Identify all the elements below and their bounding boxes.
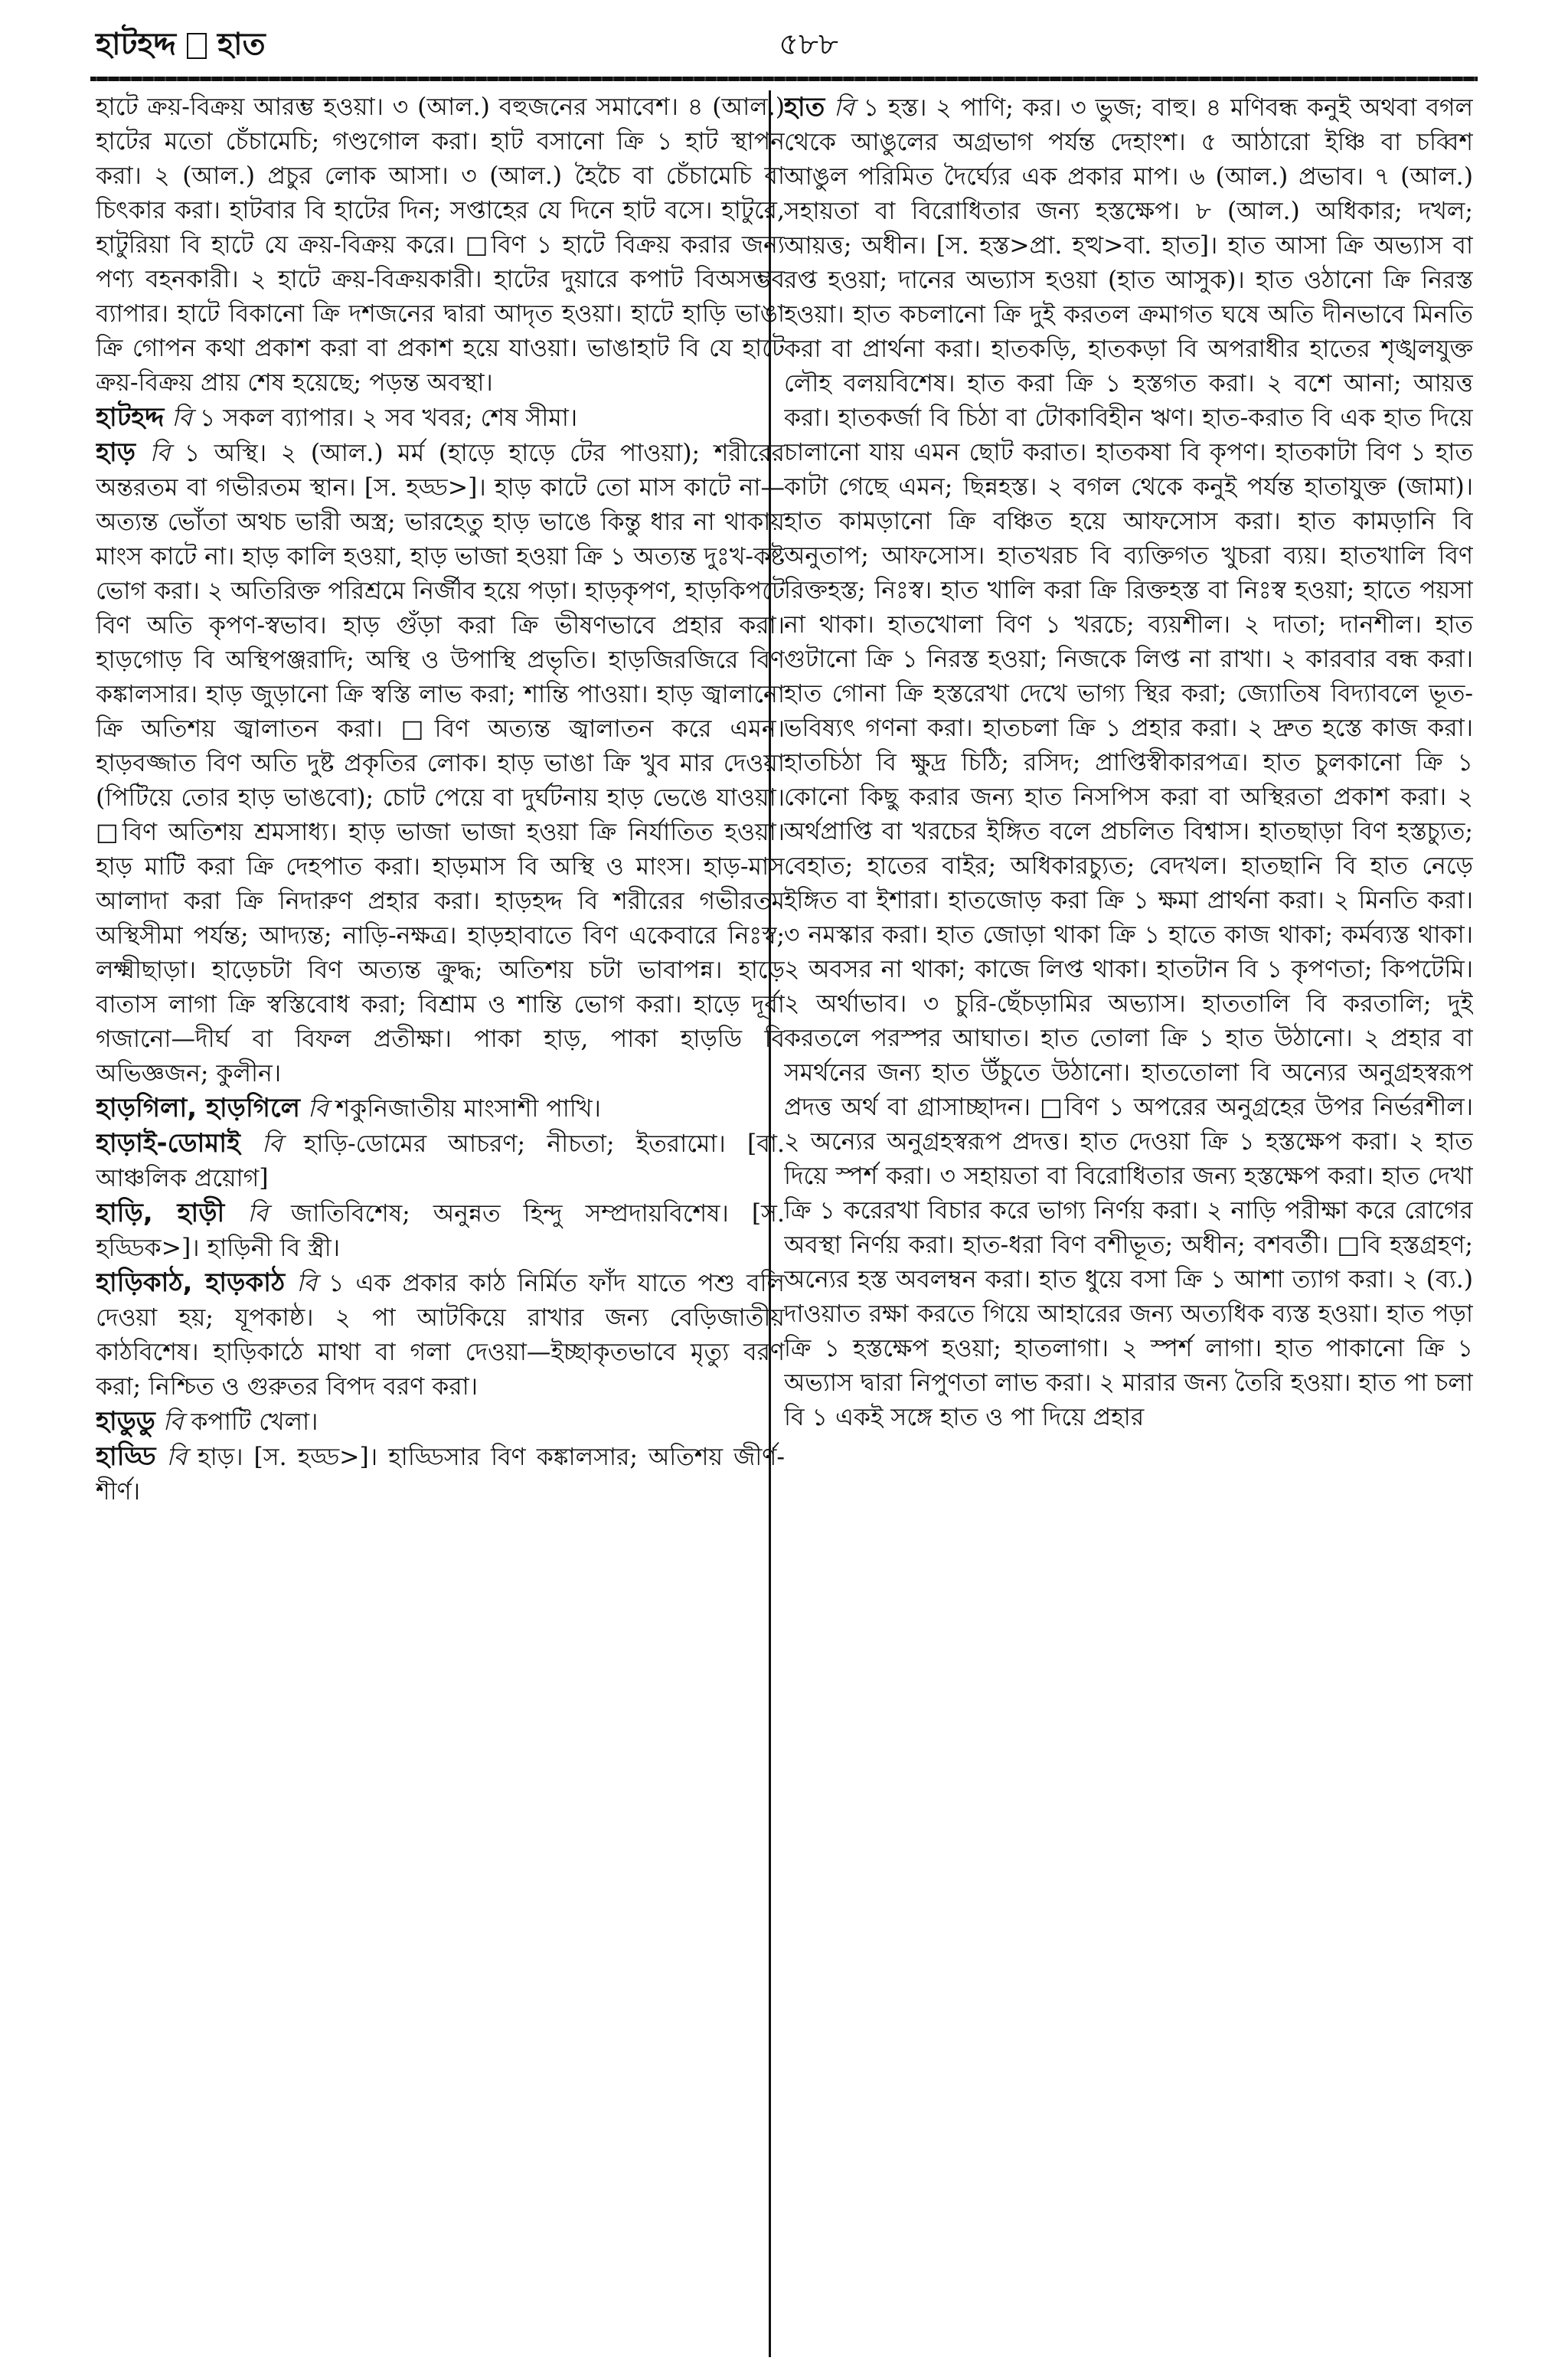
dictionary-entry (96, 436, 785, 1091)
dictionary-entry (784, 90, 1473, 1435)
entry-headword: হাটহদ্দ (96, 402, 165, 433)
entry-headword: হাড় (96, 437, 136, 468)
page-number: ৫৮৮ (779, 27, 838, 62)
entry-definition: কপাটি খেলা। (191, 1408, 318, 1436)
guide-word-first: হাটহদ্দ (96, 27, 177, 62)
dictionary-entry (96, 1127, 785, 1196)
entry-pos: বি (247, 1200, 268, 1228)
guide-words (96, 20, 266, 71)
dictionary-entry (96, 1440, 785, 1509)
guide-word-last: হাত (217, 27, 266, 62)
entry-definition: শকুনিজাতীয় মাংসাশী পাখি। (335, 1095, 601, 1123)
entry-definition: হাটে ক্রয়-বিক্রয় আরম্ভ হওয়া। ৩ (আল.) বহুজনের সমাবেশ। ৪ (আল.) হাটের মতো চেঁচামেচি; গণ্ডগোল করা। হাট বসানো ক্রি ১ হাট স্থাপন করা। ২ (আল.) প্রচুর লোক আসা। ৩ (আল.) হৈচৈ বা চেঁচামেচি বা চিৎকার করা। হাটবার বি হাটের দিন; সপ্তাহের যে দিনে হাট বসে। হাটুরে, হাটুরিয়া বি হাটে যে ক্রয়-বিক্রয় করে। □বিণ ১ হাটে বিক্রয় করার জন্য পণ্য বহনকারী। ২ হাটে ক্রয়-বিক্রয়কারী। হাটের দুয়ারে কপাট বিঅসম্ভব ব্যাপার। হাটে বিকানো ক্রি দশজনের দ্বারা আদৃত হওয়া। হাটে হাড়ি ভাঙা ক্রি গোপন কথা প্রকাশ করা বা প্রকাশ হয়ে যাওয়া। ভাঙাহাট বি যে হাটে ক্রয়-বিক্রয় প্রায় শেষ হয়েছে; পড়ন্ত অবস্থা। (96, 93, 785, 397)
dictionary-entry (96, 1404, 785, 1440)
entry-definition: হাড়ি-ডোমের আচরণ; নীচতা; ইতরামো। [বা. আঞ্চলিক প্রয়োগ] (96, 1130, 785, 1192)
left-column (96, 90, 785, 2357)
right-column (784, 90, 1473, 2357)
dictionary-entry (96, 90, 785, 401)
entry-headword: হাড়িকাঠ, হাড়কাঠ (96, 1267, 286, 1298)
entry-pos: বি (172, 404, 192, 432)
dictionary-entry (96, 401, 785, 436)
entry-definition: ১ এক প্রকার কাঠ নির্মিত ফাঁদ যাতে পশু বলি দেওয়া হয়; যূপকাষ্ঠ। ২ পা আটকিয়ে রাখার জন্য বেড়িজাতীয় কাঠবিশেষ। হাড়িকাঠে মাথা বা গলা দেওয়া—ইচ্ছাকৃতভাবে মৃত্যু বরণ করা; নিশ্চিত ও গুরুতর বিপদ বরণ করা। (96, 1270, 785, 1401)
entry-pos: বি (162, 1408, 184, 1436)
entry-pos: বি (296, 1270, 317, 1297)
page-header (0, 0, 1568, 84)
entry-headword: হাত (784, 92, 825, 123)
entry-headword: হাড়াই-ডোমাই (96, 1128, 240, 1159)
entry-definition: ১ অস্থি। ২ (আল.) মর্ম (হাড়ে হাড়ে টের পাওয়া); শরীরের অন্তরতম বা গভীরতম স্থান। [স. হড্ড>]। হাড় কাটে তো মাস কাটে না—অত্যন্ত ভোঁতা অথচ ভারী অস্ত্র; ভারহেতু হাড় ভাঙে কিন্তু ধার না থাকায় মাংস কাটে না। হাড় কালি হওয়া, হাড় ভাজা হওয়া ক্রি ১ অত্যন্ত দুঃখ-কষ্ট ভোগ করা। ২ অতিরিক্ত পরিশ্রমে নির্জীব হয়ে পড়া। হাড়কৃপণ, হাড়কিপটে বিণ অতি কৃপণ-স্বভাব। হাড় গুঁড়া করা ক্রি ভীষণভাবে প্রহার করা। হাড়গোড় বি অস্থিপঞ্জরাদি; অস্থি ও উপাস্থি প্রভৃতি। হাড়জিরজিরে বিণ কঙ্কালসার। হাড় জুড়ানো ক্রি স্বস্তি লাভ করা; শান্তি পাওয়া। হাড় জ্বালানো ক্রি অতিশয় জ্বালাতন করা। □বিণ অত্যন্ত জ্বালাতন করে এমন। হাড়বজ্জাত বিণ অতি দুষ্ট প্রকৃতির লোক। হাড় ভাঙা ক্রি খুব মার দেওয়া (পিটিয়ে তোর হাড় ভাঙবো); চোট পেয়ে বা দুর্ঘটনায় হাড় ভেঙে যাওয়া। □বিণ অতিশয় শ্রমসাধ্য। হাড় ভাজা ভাজা হওয়া ক্রি নির্যাতিত হওয়া। হাড় মাটি করা ক্রি দেহপাত করা। হাড়মাস বি অস্থি ও মাংস। হাড়-মাস আলাদা করা ক্রি নিদারুণ প্রহার করা। হাড়হদ্দ বি শরীরের গভীরতম অস্থিসীমা পর্যন্ত; আদ্যন্ত; নাড়ি-নক্ষত্র। হাড়হাবাতে বিণ একেবারে নিঃস্ব; লক্ষ্মীছাড়া। হাড়েচটা বিণ অত্যন্ত ক্রুদ্ধ; অতিশয় চটা ভাবাপন্ন। হাড়ে বাতাস লাগা ক্রি স্বস্তিবোধ করা; বিশ্রাম ও শান্তি ভোগ করা। হাড়ে দূর্বা গজানো—দীর্ঘ বা বিফল প্রতীক্ষা। পাকা হাড়, পাকা হাড়ডি বি অভিজ্ঞজন; কুলীন। (96, 440, 785, 1087)
dictionary-entry (96, 1091, 785, 1127)
entry-definition: হাড়। [স. হড্ড>]। হাড্ডিসার বিণ কঙ্কালসার; অতিশয় জীর্ণ-শীর্ণ। (96, 1444, 785, 1506)
dictionary-entry (96, 1266, 785, 1404)
header-rule (90, 77, 1478, 81)
entry-definition: ১ সকল ব্যাপার। ২ সব খবর; শেষ সীমা। (199, 404, 578, 432)
entry-pos: বি (307, 1095, 328, 1123)
separator-box-icon (187, 33, 207, 59)
entry-pos: বি (149, 440, 171, 467)
entry-definition: জাতিবিশেষ; অনুন্নত হিন্দু সম্প্রদায়বিশেষ। [স. হড্ডিক>]। হাড়িনী বি স্ত্রী। (96, 1200, 785, 1262)
dictionary-entry (96, 1196, 785, 1266)
entry-headword: হাড্ডি (96, 1441, 156, 1472)
entry-pos: বি (166, 1444, 188, 1471)
entry-headword: হাডুডু (96, 1406, 155, 1437)
entry-pos: বি (262, 1130, 283, 1158)
entry-headword: হাড়গিলা, হাড়গিলে (96, 1093, 300, 1123)
entry-headword: হাড়ি, হাড়ী (96, 1198, 225, 1228)
entry-pos: বি (834, 94, 854, 122)
entry-definition: ১ হস্ত। ২ পাণি; কর। ৩ ভুজ; বাহু। ৪ মণিবন্ধ কনুই অথবা বগল থেকে আঙুলের অগ্রভাগ পর্যন্ত দেহাংশ। ৫ আঠারো ইঞ্চি বা চব্বিশ আঙুল পরিমিত দৈর্ঘ্যের এক প্রকার মাপ। ৬ (আল.) প্রভাব। ৭ (আল.) সহায়তা বা বিরোধিতার জন্য হস্তক্ষেপ। ৮ (আল.) অধিকার; দখল; আয়ত্ত; অধীন। [স. হস্ত>প্রা. হত্থ>বা. হাত]। হাত আসা ক্রি অভ্যাস বা রপ্ত হওয়া; দানের অভ্যাস হওয়া (হাত আসুক)। হাত ওঠানো ক্রি নিরস্ত হওয়া। হাত কচলানো ক্রি দুই করতল ক্রমাগত ঘষে অতি দীনভাবে মিনতি করা বা প্রার্থনা করা। হাতকড়ি, হাতকড়া বি অপরাধীর হাতের শৃঙ্খলযুক্ত লৌহ বলয়বিশেষ। হাত করা ক্রি ১ হস্তগত করা। ২ বশে আনা; আয়ত্ত করা। হাতকর্জা বি চিঠা বা টোকাবিহীন ঋণ। হাত-করাত বি এক হাত দিয়ে চালানো যায় এমন ছোট করাত। হাতকষা বি কৃপণ। হাতকাটা বিণ ১ হাত কাটা গেছে এমন; ছিন্নহস্ত। ২ বগল থেকে কনুই পর্যন্ত হাতাযুক্ত (জামা)। হাত কামড়ানো ক্রি বঞ্চিত হয়ে আফসোস করা। হাত কামড়ানি বি অনুতাপ; আফসোস। হাতখরচ বি ব্যক্তিগত খুচরা ব্যয়। হাতখালি বিণ রিক্তহস্ত; নিঃস্ব। হাত খালি করা ক্রি রিক্তহস্ত বা নিঃস্ব হওয়া; হাতে পয়সা না থাকা। হাতখোলা বিণ ১ খরচে; ব্যয়শীল। ২ দাতা; দানশীল। হাত গুটানো ক্রি ১ নিরস্ত হওয়া; নিজকে লিপ্ত না রাখা। ২ কারবার বন্ধ করা। হাত গোনা ক্রি হস্তরেখা দেখে ভাগ্য স্থির করা; জ্যোতিষ বিদ্যাবলে ভূত-ভবিষ্যৎ গণনা করা। হাতচলা ক্রি ১ প্রহার করা। ২ দ্রুত হস্তে কাজ করা। হাতচিঠা বি ক্ষুদ্র চিঠি; রসিদ; প্রাপ্তিস্বীকারপত্র। হাত চুলকানো ক্রি ১ কোনো কিছু করার জন্য হাত নিসপিস করা বা অস্থিরতা প্রকাশ করা। ২ অর্থপ্রাপ্তি বা খরচের ইঙ্গিত বলে প্রচলিত বিশ্বাস। হাতছাড়া বিণ হস্তচ্যুত; বেহাত; হাতের বাইর; অধিকারচ্যুত; বেদখল। হাতছানি বি হাত নেড়ে ইঙ্গিত বা ইশারা। হাতজোড় করা ক্রি ১ ক্ষমা প্রার্থনা করা। ২ মিনতি করা। ৩ নমস্কার করা। হাত জোড়া থাকা ক্রি ১ হাতে কাজ থাকা; কর্মব্যস্ত থাকা। ২ অবসর না থাকা; কাজে লিপ্ত থাকা। হাতটান বি ১ কৃপণতা; কিপটেমি। ২ অর্থাভাব। ৩ চুরি-ছেঁচড়ামির অভ্যাস। হাততালি বি করতালি; দুই করতলে পরস্পর আঘাত। হাত তোলা ক্রি ১ হাত উঠানো। ২ প্রহার বা সমর্থনের জন্য হাত উঁচুতে উঠানো। হাততোলা বি অন্যের অনুগ্রহস্বরূপ প্রদত্ত অর্থ বা গ্রাসাচ্ছাদন। □বিণ ১ অপরের অনুগ্রহের উপর নির্ভরশীল। ২ অন্যের অনুগ্রহস্বরূপ প্রদত্ত। হাত দেওয়া ক্রি ১ হস্তক্ষেপ করা। ২ হাত দিয়ে স্পর্শ করা। ৩ সহায়তা বা বিরোধিতার জন্য হস্তক্ষেপ করা। হাত দেখা ক্রি ১ করেরখা বিচার করে ভাগ্য নির্ণয় করা। ২ নাড়ি পরীক্ষা করে রোগের অবস্থা নির্ণয় করা। হাত-ধরা বিণ বশীভূত; অধীন; বশবর্তী। □বি হস্তগ্রহণ; অন্যের হস্ত অবলম্বন করা। হাত ধুয়ে বসা ক্রি ১ আশা ত্যাগ করা। ২ (ব্য.) দাওয়াত রক্ষা করতে গিয়ে আহারের জন্য অত্যধিক ব্যস্ত হওয়া। হাত পড়া ক্রি ১ হস্তক্ষেপ হওয়া; হাতলাগা। ২ স্পর্শ লাগা। হাত পাকানো ক্রি ১ অভ্যাস দ্বারা নিপুণতা লাভ করা। ২ মারার জন্য তৈরি হওয়া। হাত পা চলা বি ১ একই সঙ্গে হাত ও পা দিয়ে প্রহার (784, 94, 1473, 1431)
